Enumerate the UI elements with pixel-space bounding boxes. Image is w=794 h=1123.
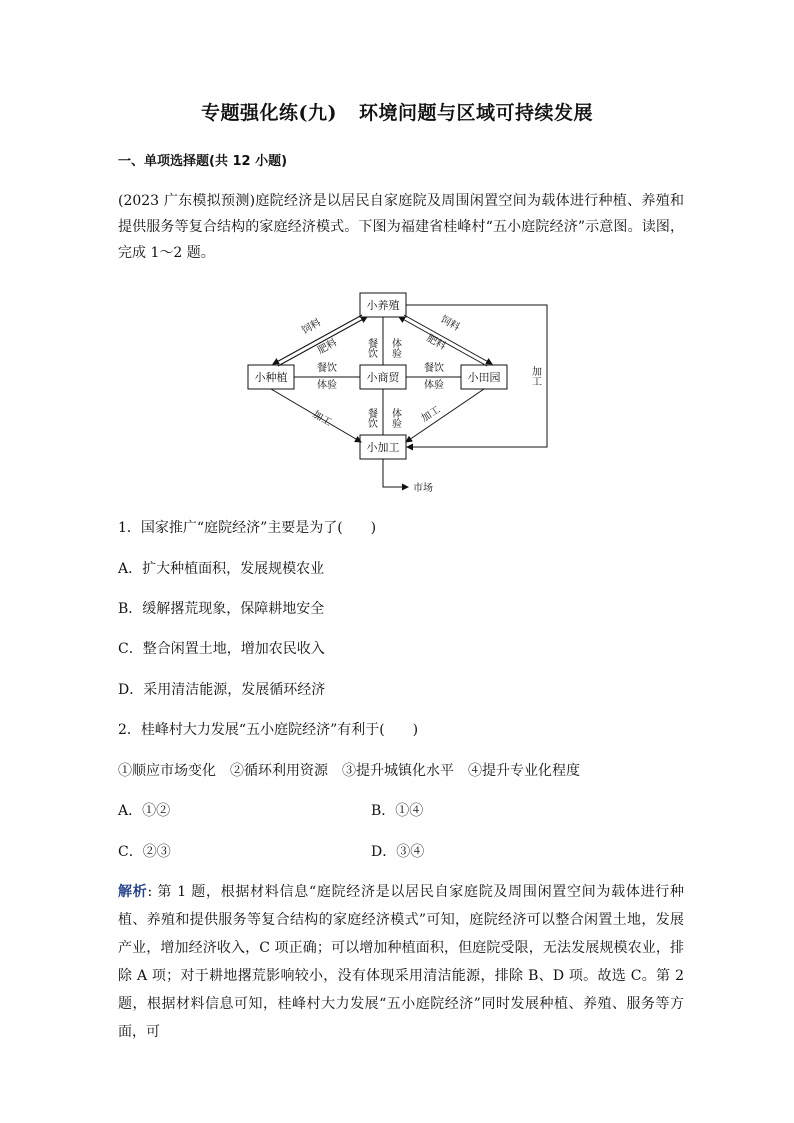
arrow-market	[383, 459, 408, 487]
page-title	[0, 98, 794, 125]
q1-option-b: B．缓解撂荒现象，保障耕地安全	[118, 601, 325, 617]
label-tiyan-right: 体验	[424, 380, 444, 391]
arrow-jiagong-right	[406, 389, 484, 442]
node-right-label: 小田园	[467, 371, 501, 384]
label-feed-left: 饲料	[300, 317, 323, 337]
q1-option-d: D．采用清洁能源，发展循环经济	[118, 682, 326, 698]
answer-explanation	[118, 878, 684, 1046]
q1-option-a: A．扩大种植面积，发展规模农业	[118, 561, 325, 577]
node-center-label: 小商贸	[366, 371, 400, 384]
title-main: 专题强化练(九)	[201, 102, 337, 124]
q2-option-d: D．③④	[371, 844, 425, 860]
label-fert-left: 肥料	[316, 337, 339, 357]
question-2-stem: 2．桂峰村大力发展“五小庭院经济”有利于( )	[118, 722, 419, 738]
node-bottom-label: 小加工	[366, 441, 400, 454]
q2-statements: ①顺应市场变化 ②循环利用资源 ③提升城镇化水平 ④提升专业化程度	[118, 763, 580, 779]
node-left-label: 小种植	[254, 371, 288, 384]
label-canyin-bottom: 餐饮	[365, 408, 377, 428]
section-heading: 一、单项选择题(共 12 小题)	[118, 154, 288, 169]
label-canyin-left: 餐饮	[317, 363, 337, 374]
label-tiyan-bottom: 体验	[389, 408, 401, 428]
label-canyin-top: 餐饮	[365, 338, 377, 358]
label-jiagong-loop: 加工	[529, 366, 541, 386]
q2-option-c: C．②③	[118, 844, 171, 860]
answer-text: : 第 1 题，根据材料信息“庭院经济是以居民自家庭院及周围闲置空间为载体进行种植、养殖和提供服务等复合结构的家庭经济模式”可知，庭院经济可以整合闲置土地，发展产业，增加经济收入，C 项正确；可以增加种植面积，但庭院受限，无法发展规模农业，排除 A 项；对于耕地撂荒影响较小，没有体现采用清洁能源，排除 B、D 项。故选 C。第 2 题，根据材料信息可知，桂峰村大力发展“五小庭院经济”同时发展种植、养殖、服务等方面，可	[118, 884, 684, 1040]
answer-label: 解析	[118, 884, 148, 900]
label-fert-right: 肥料	[424, 333, 448, 353]
intro-paragraph: (2023 广东模拟预测)庭院经济是以居民自家庭院及周围闲置空间为载体进行种植、养殖和提供服务等复合结构的家庭经济模式。下图为福建省桂峰村“五小庭院经济”示意图。读图，完成 1～2 题。	[118, 193, 684, 261]
arrow-fert-left	[278, 317, 367, 366]
q2-option-b: B．①④	[371, 803, 424, 819]
label-canyin-right: 餐饮	[424, 363, 444, 374]
courtyard-economy-diagram	[240, 288, 560, 498]
label-jiagong-left: 加工	[310, 409, 334, 429]
q2-option-a: A．①②	[118, 803, 171, 819]
label-jiagong-right: 加工	[419, 404, 443, 425]
label-feed-right: 饲料	[438, 314, 462, 334]
question-1-stem: 1．国家推广“庭院经济”主要是为了( )	[118, 520, 377, 536]
title-sub: 环境问题与区域可持续发展	[358, 102, 593, 124]
label-tiyan-left: 体验	[317, 380, 337, 391]
label-market: 市场	[413, 483, 433, 494]
node-top-label: 小养殖	[366, 299, 400, 312]
label-tiyan-top: 体验	[389, 338, 401, 358]
q1-option-c: C．整合闲置土地，增加农民收入	[118, 641, 325, 657]
